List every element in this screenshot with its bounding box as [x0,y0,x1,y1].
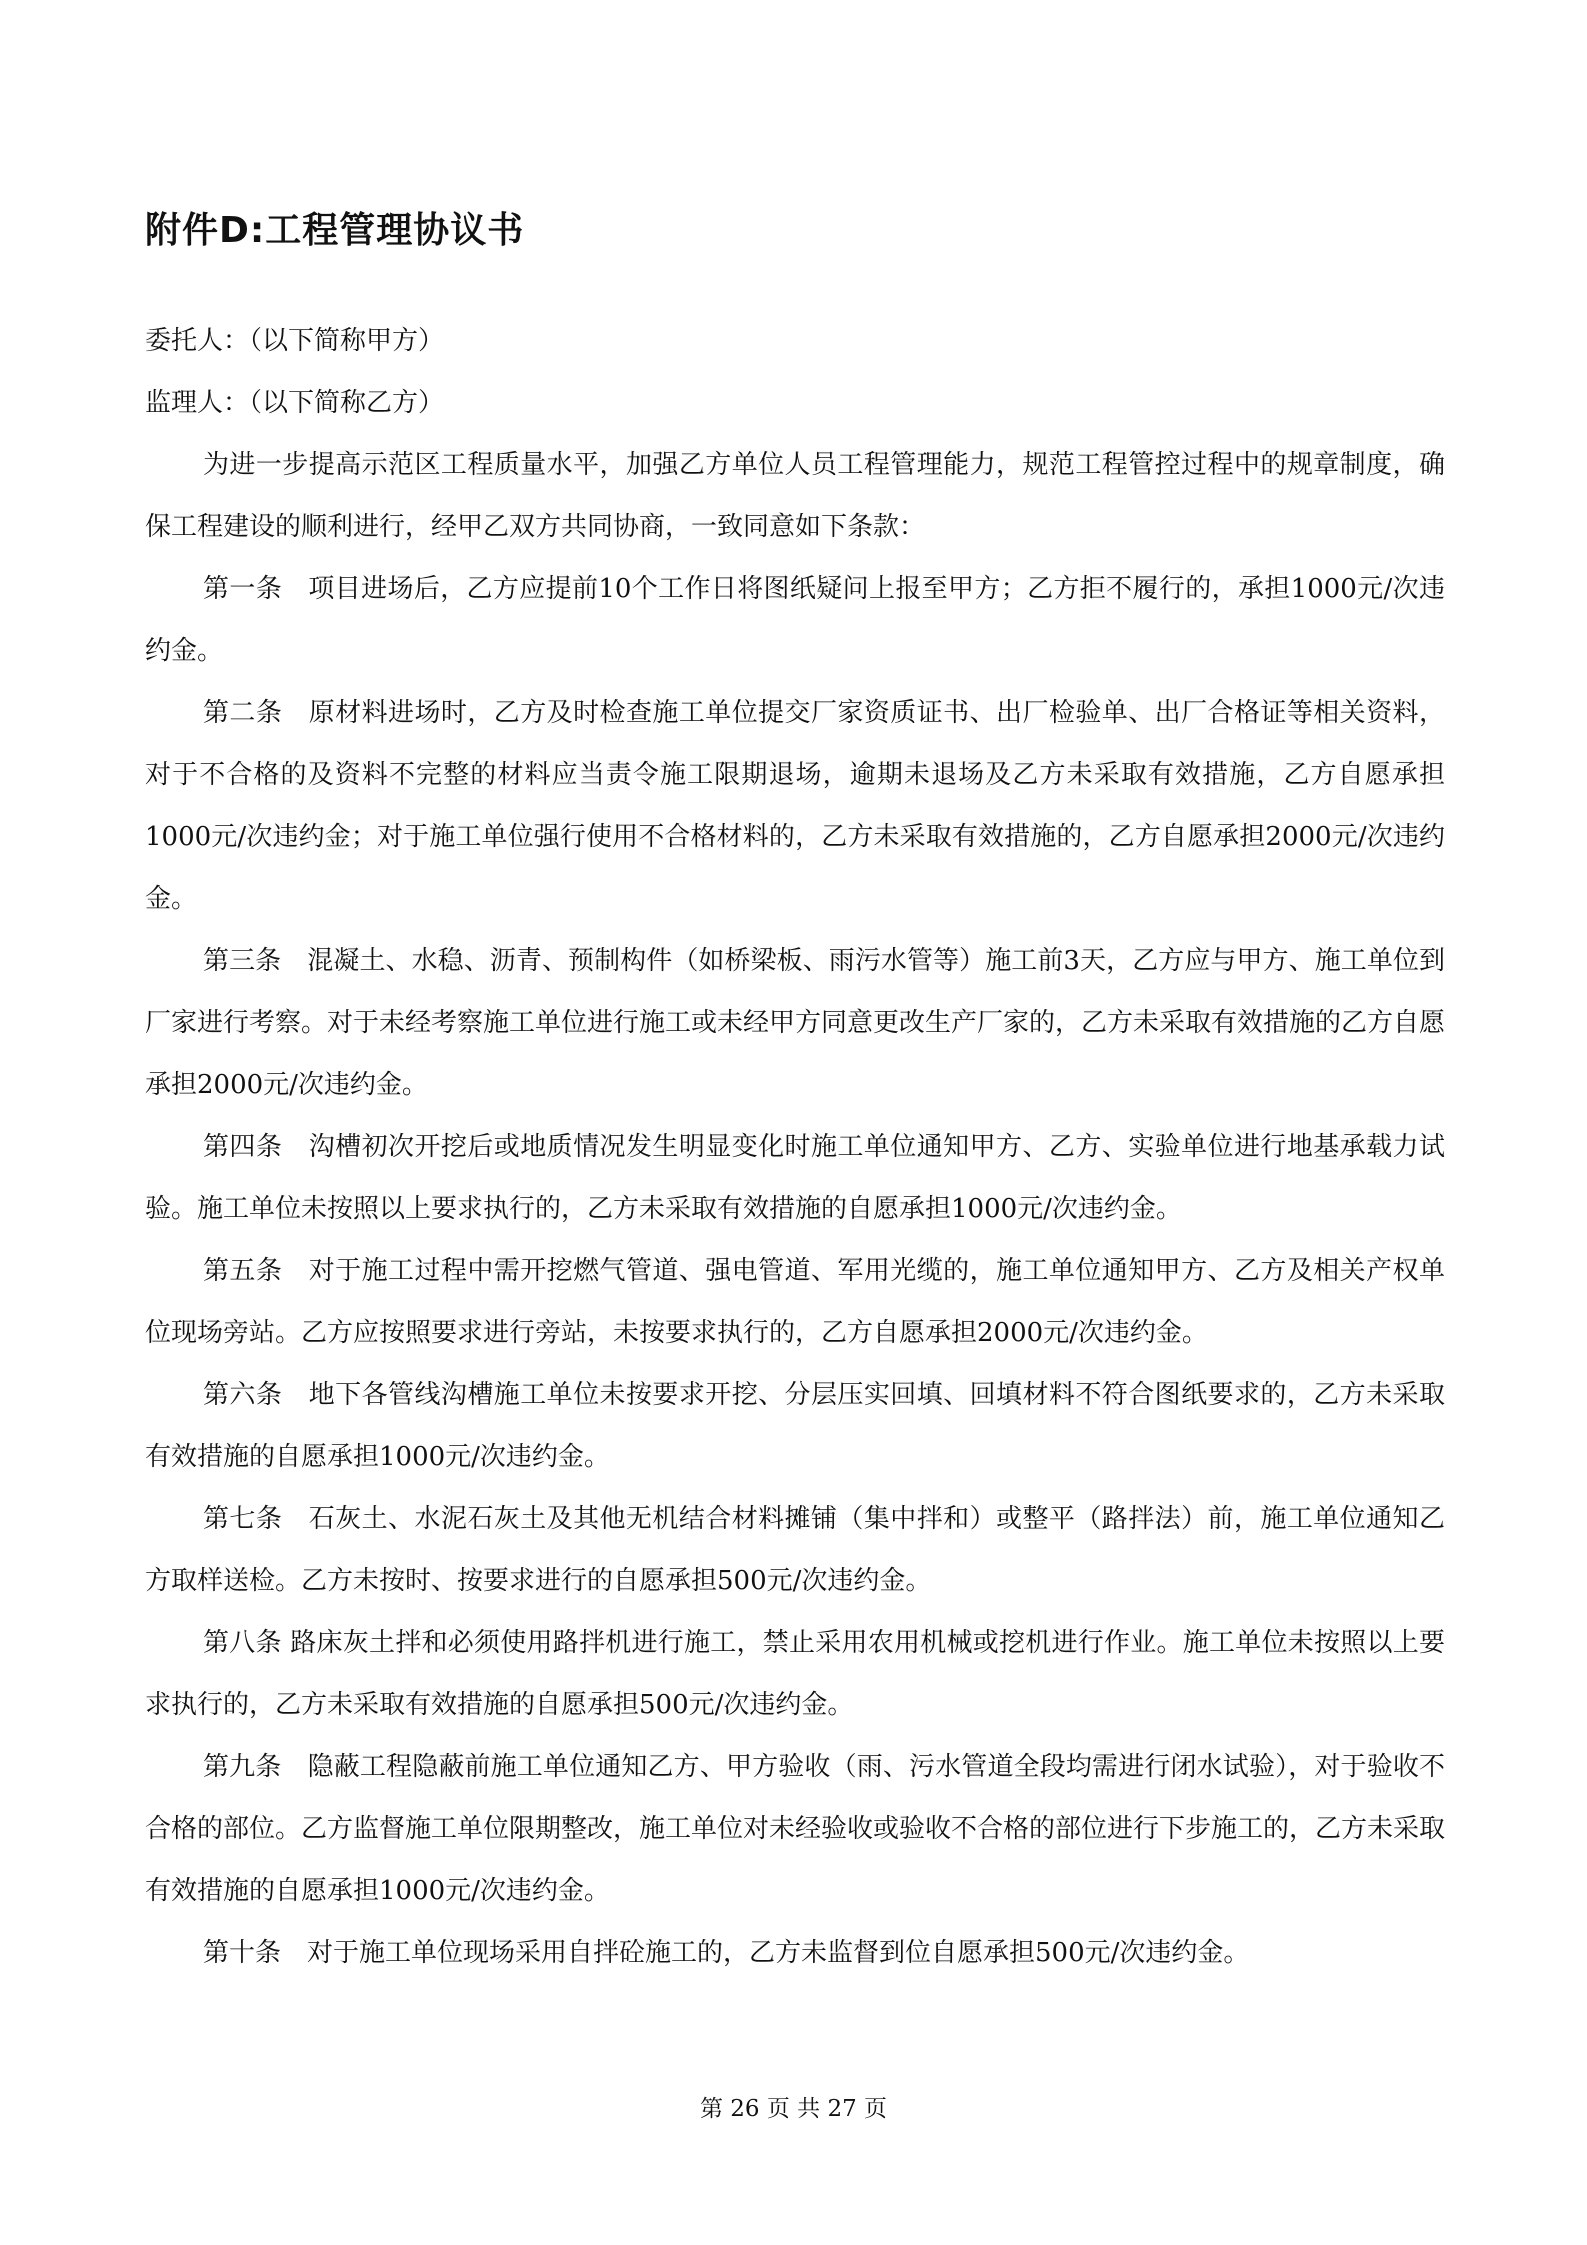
article-2: 第二条 原材料进场时，乙方及时检查施工单位提交厂家资质证书、出厂检验单、出厂合格证等相关资料，对于不合格的及资料不完整的材料应当责令施工限期退场，逾期未退场及乙方未采取有效措施，乙方自愿承担1000元/次违约金；对于施工单位强行使用不合格材料的，乙方未采取有效措施的，乙方自愿承担2000元/次违约金。 [145,698,1445,914]
article-5: 第五条 对于施工过程中需开挖燃气管道、强电管道、军用光缆的，施工单位通知甲方、乙方及相关产权单位现场旁站。乙方应按照要求进行旁站，未按要求执行的，乙方自愿承担2000元/次违约金。 [145,1256,1445,1348]
document-title: 附件D:工程管理协议书 [145,210,525,251]
article-1: 第一条 项目进场后，乙方应提前10个工作日将图纸疑问上报至甲方；乙方拒不履行的，承担1000元/次违约金。 [145,574,1445,666]
page-footer: 第 26 页 共 27 页 [699,2096,888,2122]
article-3: 第三条 混凝土、水稳、沥青、预制构件（如桥梁板、雨污水管等）施工前3天，乙方应与甲方、施工单位到厂家进行考察。对于未经考察施工单位进行施工或未经甲方同意更改生产厂家的，乙方未采取有效措施的乙方自愿承担2000元/次违约金。 [145,946,1446,1100]
document-body [145,310,1445,1984]
client-line: 委托人：（以下简称甲方） [145,326,445,356]
article-4: 第四条 沟槽初次开挖后或地质情况发生明显变化时施工单位通知甲方、乙方、实验单位进行地基承载力试验。施工单位未按照以上要求执行的，乙方未采取有效措施的自愿承担1000元/次违约金。 [145,1132,1445,1224]
article-8: 第八条 路床灰土拌和必须使用路拌机进行施工，禁止采用农用机械或挖机进行作业。施工单位未按照以上要求执行的，乙方未采取有效措施的自愿承担500元/次违约金。 [145,1628,1445,1720]
article-10: 第十条 对于施工单位现场采用自拌砼施工的，乙方未监督到位自愿承担500元/次违约金。 [203,1938,1250,1968]
article-7: 第七条 石灰土、水泥石灰土及其他无机结合材料摊铺（集中拌和）或整平（路拌法）前，施工单位通知乙方取样送检。乙方未按时、按要求进行的自愿承担500元/次违约金。 [145,1504,1445,1596]
preamble-paragraph: 为进一步提高示范区工程质量水平，加强乙方单位人员工程管理能力，规范工程管控过程中的规章制度，确保工程建设的顺利进行，经甲乙双方共同协商，一致同意如下条款： [145,450,1445,542]
article-6: 第六条 地下各管线沟槽施工单位未按要求开挖、分层压实回填、回填材料不符合图纸要求的，乙方未采取有效措施的自愿承担1000元/次违约金。 [145,1380,1445,1472]
supervisor-line: 监理人：（以下简称乙方） [145,388,445,418]
article-9: 第九条 隐蔽工程隐蔽前施工单位通知乙方、甲方验收（雨、污水管道全段均需进行闭水试验），对于验收不合格的部位。乙方监督施工单位限期整改，施工单位对未经验收或验收不合格的部位进行下步施工的，乙方未采取有效措施的自愿承担1000元/次违约金。 [145,1752,1446,1906]
